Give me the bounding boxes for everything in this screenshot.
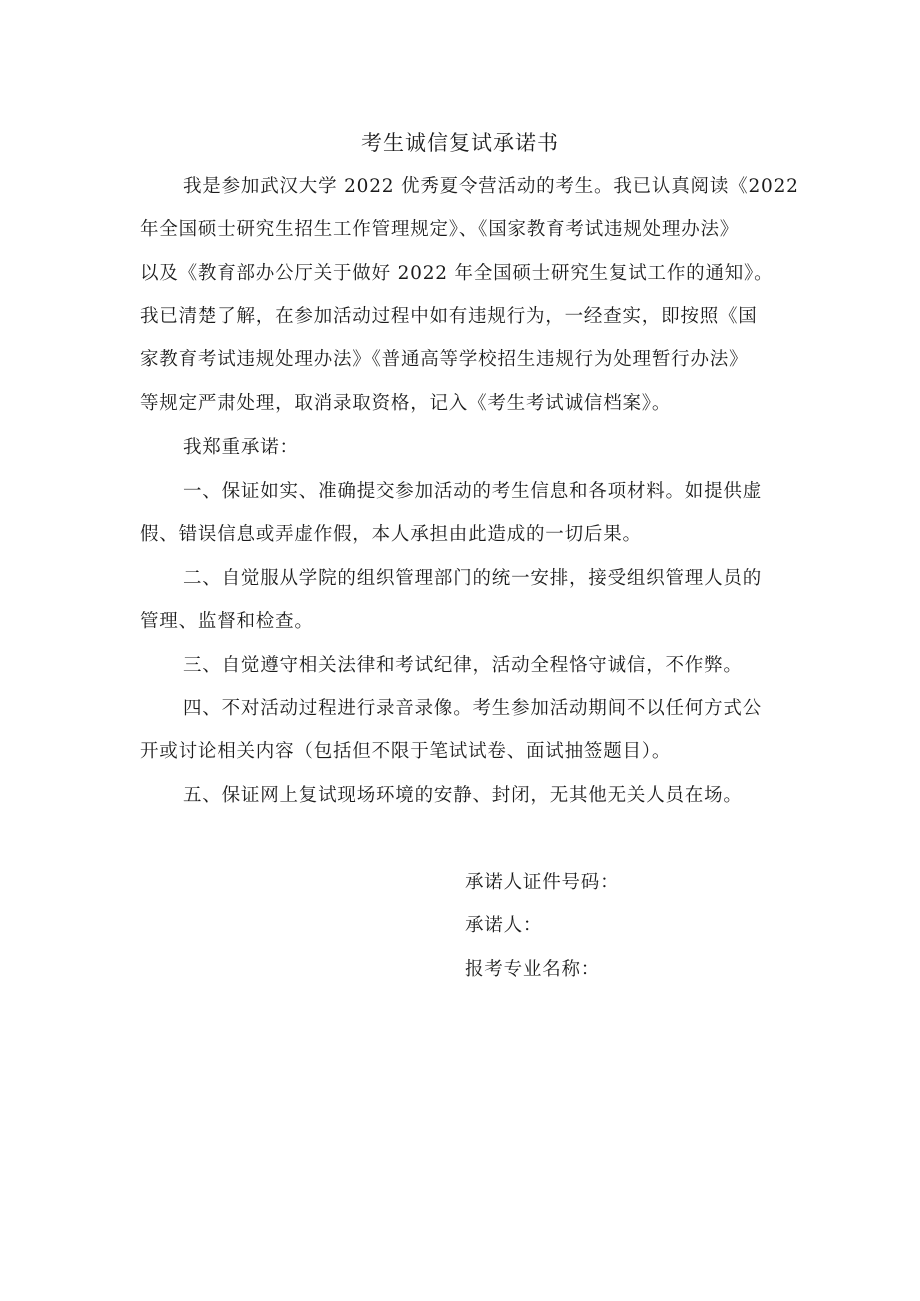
promise-item-1-cont: 假、错误信息或弄虚作假，本人承担由此造成的一切后果。 [140, 524, 642, 545]
promise-item-3: 三、自觉遵守相关法律和考试纪律，活动全程恪守诚信，不作弊。 [183, 655, 743, 676]
paragraph-line: 等规定严肃处理，取消录取资格，记入《考生考试诚信档案》。 [140, 393, 672, 414]
signature-name-label: 承诺人： [465, 915, 543, 936]
promise-item-4-cont: 开或讨论相关内容（包括但不限于笔试试卷、面试抽签题目）。 [140, 741, 672, 762]
document-title: 考生诚信复试承诺书 [361, 131, 559, 155]
paragraph-line: 以及《教育部办公厅关于做好 2022 年全国硕士研究生复试工作的通知》。 [140, 263, 774, 284]
promise-item-2-cont: 管理、监督和检查。 [140, 611, 314, 632]
promise-item-2: 二、自觉服从学院的组织管理部门的统一安排，接受组织管理人员的 [183, 568, 763, 589]
paragraph-line: 我已清楚了解，在参加活动过程中如有违规行为，一经查实，即按照《国 [140, 306, 758, 327]
promise-intro: 我郑重承诺： [183, 437, 299, 458]
paragraph-line: 家教育考试违规处理办法》《普通高等学校招生违规行为处理暂行办法》 [140, 349, 749, 370]
signature-major-label: 报考专业名称： [465, 959, 601, 980]
promise-item-1: 一、保证如实、准确提交参加活动的考生信息和各项材料。如提供虚 [183, 481, 763, 502]
paragraph-line: 我是参加武汉大学 2022 优秀夏令营活动的考生。我已认真阅读《2022 [183, 176, 799, 197]
promise-item-5: 五、保证网上复试现场环境的安静、封闭，无其他无关人员在场。 [183, 785, 743, 806]
signature-id-label: 承诺人证件号码： [465, 872, 620, 893]
paragraph-line: 年全国硕士研究生招生工作管理规定》、《国家教育考试违规处理办法》 [140, 219, 740, 240]
promise-item-4: 四、不对活动过程进行录音录像。考生参加活动期间不以任何方式公 [183, 698, 763, 719]
